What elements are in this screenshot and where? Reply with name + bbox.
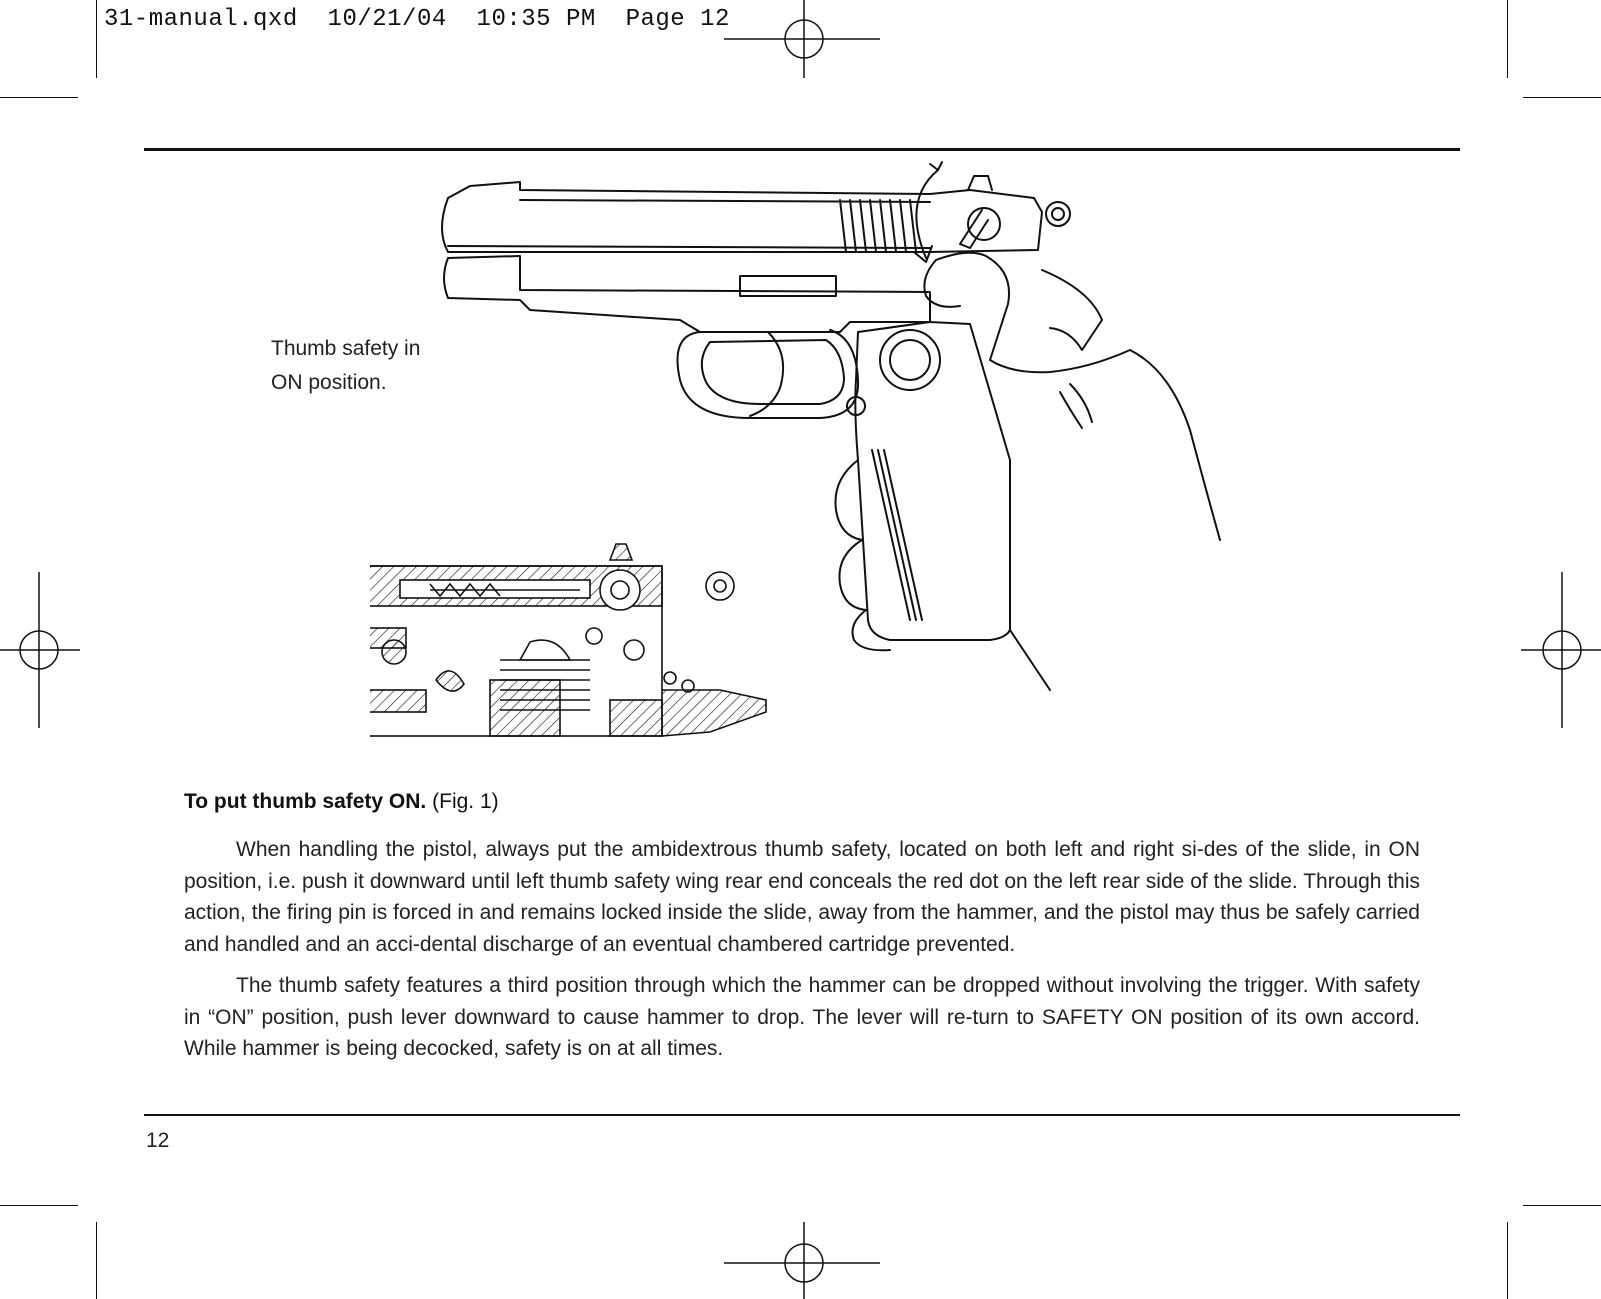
- top-rule: [144, 148, 1460, 151]
- heading-bold-text: To put thumb safety ON.: [184, 790, 427, 813]
- registration-target-icon: [1521, 572, 1601, 728]
- slug-line: 31-manual.qxd 10/21/04 10:35 PM Page 12: [104, 6, 730, 33]
- caption-line: ON position.: [271, 371, 387, 394]
- caption-line: Thumb safety in: [271, 337, 421, 360]
- cutaway-inset: [370, 544, 766, 736]
- paragraph: When handling the pistol, always put the ambidextrous thumb safety, located on both left and right si-des of the slide, in ON position, i.e. push it downward until left thumb safety wing rear end conceals the red dot on the left rear side of the slide. Through this action, the firing pin is forced in and remains locked inside the slide, away from the hammer, and the pistol may thus be safely carried and handled and an acci-dental discharge of an eventual chambered cartridge prevented.: [184, 838, 1420, 956]
- figure-reference: (Fig. 1): [432, 790, 499, 813]
- pistol-illustration: [370, 160, 1250, 760]
- body-text: [184, 834, 1420, 1075]
- paragraph: The thumb safety features a third position through which the hammer can be dropped without involving the trigger. With safety in “ON” position, push lever downward to cause hammer to drop. The lever will re-turn to SAFETY ON position of its own accord. While hammer is being decocked, safety is on at all times.: [184, 974, 1420, 1060]
- registration-target-icon: [724, 1222, 880, 1299]
- registration-target-icon: [724, 0, 880, 80]
- section-heading: [184, 790, 499, 814]
- registration-target-icon: [0, 572, 80, 728]
- bottom-rule: [144, 1114, 1460, 1116]
- page-number: 12: [146, 1129, 170, 1152]
